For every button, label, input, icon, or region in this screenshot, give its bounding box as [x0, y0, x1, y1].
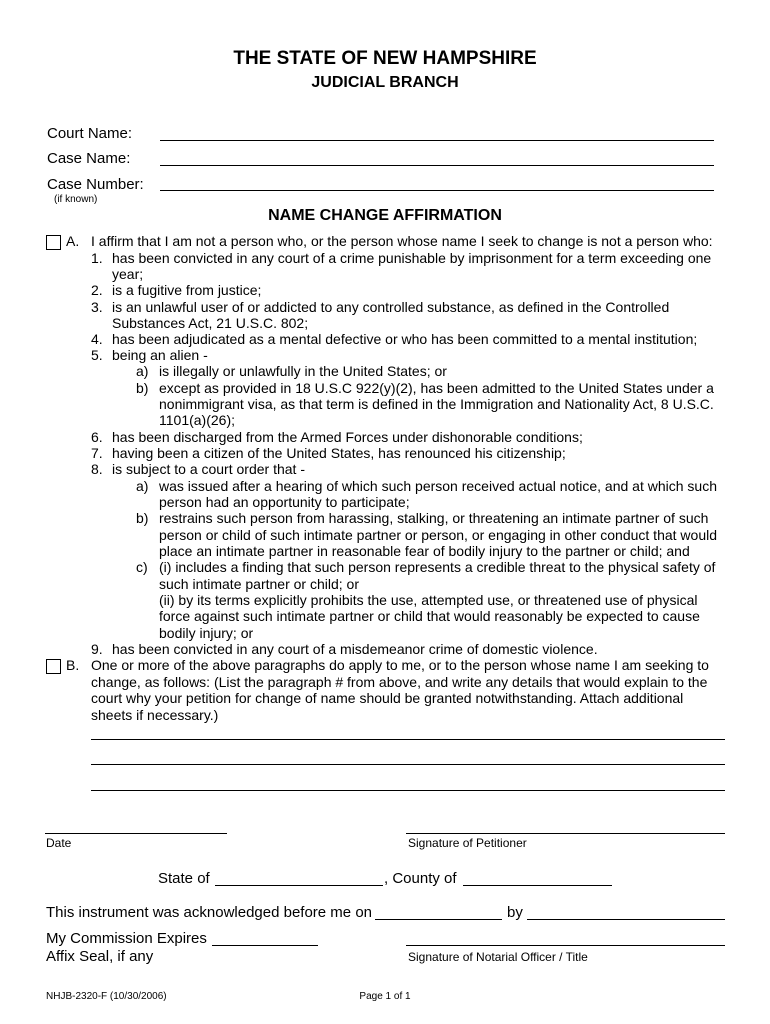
state-heading: THE STATE OF NEW HAMPSHIRE [233, 48, 537, 69]
subitem-letter: b) [136, 380, 149, 396]
item-text: has been discharged from the Armed Forces under dishonorable conditions; [112, 429, 583, 445]
date-label: Date [46, 836, 72, 850]
notarial-officer-label: Signature of Notarial Officer / Title [408, 950, 588, 964]
item-text: being an alien - [112, 347, 208, 363]
case-number-field[interactable] [160, 190, 714, 191]
county-of-label: , County of [384, 870, 457, 887]
branch-heading: JUDICIAL BRANCH [311, 74, 459, 91]
subitem-text: is illegally or unlawfully in the United States; or [159, 363, 447, 379]
details-line-1[interactable] [91, 739, 725, 740]
acknowledged-date-field[interactable] [375, 919, 502, 920]
item-text: has been adjudicated as a mental defective or who has been committed to a mental institution; [112, 331, 698, 347]
item-text: is an unlawful user of or addicted to any controlled substance, as defined in the Controlled [112, 299, 670, 315]
if-known-note: (if known) [54, 194, 98, 205]
item-text: Substances Act, 21 U.S.C. 802; [112, 315, 309, 331]
section-b-text: sheets if necessary.) [91, 707, 219, 723]
date-field[interactable] [45, 833, 227, 834]
commission-expires-label: My Commission Expires [46, 930, 207, 947]
item-number: 3. [91, 299, 103, 315]
section-b-text: change, as follows: (List the paragraph # from above, and write any details that would explain to the [91, 674, 708, 690]
acknowledged-by-field[interactable] [527, 919, 725, 920]
subitem-text: force against such intimate partner or child that would reasonably be expected to cause [159, 608, 700, 624]
subitem-text: such intimate partner or child; or [159, 576, 359, 592]
item-text: has been convicted in any court of a crime punishable by imprisonment for a term exceeding one [112, 250, 712, 266]
subitem-text: restrains such person from harassing, stalking, or threatening an intimate partner of such [159, 510, 709, 526]
subitem-text: 1101(a)(26); [159, 412, 236, 428]
section-b-checkbox[interactable] [46, 659, 61, 674]
item-number: 5. [91, 347, 103, 363]
item-text: is a fugitive from justice; [112, 282, 262, 298]
item-text: having been a citizen of the United States, has renounced his citizenship; [112, 445, 566, 461]
section-a-checkbox[interactable] [46, 235, 61, 250]
acknowledged-label: This instrument was acknowledged before me on [46, 904, 373, 921]
section-a-letter: A. [66, 233, 80, 249]
affix-seal-label: Affix Seal, if any [46, 948, 154, 965]
subitem-text: bodily injury; or [159, 625, 254, 641]
item-number: 6. [91, 429, 103, 445]
subitem-text: except as provided in 18 U.S.C 922(y)(2), has been admitted to the United States under a [159, 380, 714, 396]
commission-expires-field[interactable] [212, 945, 318, 946]
court-name-label: Court Name: [47, 125, 133, 142]
petitioner-signature-label: Signature of Petitioner [408, 836, 527, 850]
page-number: Page 1 of 1 [359, 991, 411, 1002]
item-number: 4. [91, 331, 103, 347]
form-number: NHJB-2320-F (10/30/2006) [46, 991, 167, 1002]
subitem-text: person or child of such intimate partner or person, or engaging in other conduct that would [159, 527, 717, 543]
form-title: NAME CHANGE AFFIRMATION [268, 207, 502, 224]
item-number: 1. [91, 250, 103, 266]
section-b-text: court why your petition for change of name should be granted notwithstanding. Attach additional [91, 690, 684, 706]
subitem-text: was issued after a hearing of which such person received actual notice, and at which such [159, 478, 717, 494]
subitem-letter: a) [136, 478, 149, 494]
subitem-text: (i) includes a finding that such person represents a credible threat to the physical safety of [159, 559, 716, 575]
notarial-signature-field[interactable] [406, 945, 725, 946]
case-number-label: Case Number: [47, 176, 144, 193]
subitem-letter: a) [136, 363, 149, 379]
subitem-letter: b) [136, 510, 149, 526]
subitem-text: (ii) by its terms explicitly prohibits the use, attempted use, or threatened use of physical [159, 592, 698, 608]
section-a-intro: I affirm that I am not a person who, or the person whose name I seek to change is not a person who: [91, 233, 713, 249]
by-label: by [507, 904, 523, 921]
item-text: is subject to a court order that - [112, 461, 305, 477]
item-number: 9. [91, 641, 103, 657]
subitem-letter: c) [136, 559, 148, 575]
court-name-field[interactable] [160, 140, 714, 141]
details-line-2[interactable] [91, 764, 725, 765]
item-text: has been convicted in any court of a misdemeanor crime of domestic violence. [112, 641, 598, 657]
case-name-label: Case Name: [47, 150, 131, 167]
case-name-field[interactable] [160, 165, 714, 166]
section-b-text: One or more of the above paragraphs do apply to me, or to the person whose name I am seeking to [91, 657, 709, 673]
county-field[interactable] [463, 885, 612, 886]
state-field[interactable] [215, 885, 383, 886]
subitem-text: person had an opportunity to participate; [159, 494, 410, 510]
item-text: year; [112, 266, 144, 282]
state-of-label: State of [158, 870, 210, 887]
item-number: 2. [91, 282, 103, 298]
item-number: 7. [91, 445, 103, 461]
details-line-3[interactable] [91, 790, 725, 791]
item-number: 8. [91, 461, 103, 477]
subitem-text: nonimmigrant visa, as that term is defined in the Immigration and Nationality Act, 8 U.S.C. [159, 396, 714, 412]
petitioner-signature-field[interactable] [406, 833, 725, 834]
subitem-text: place an intimate partner in reasonable fear of bodily injury to the partner or child; and [159, 543, 690, 559]
section-b-letter: B. [66, 657, 80, 673]
